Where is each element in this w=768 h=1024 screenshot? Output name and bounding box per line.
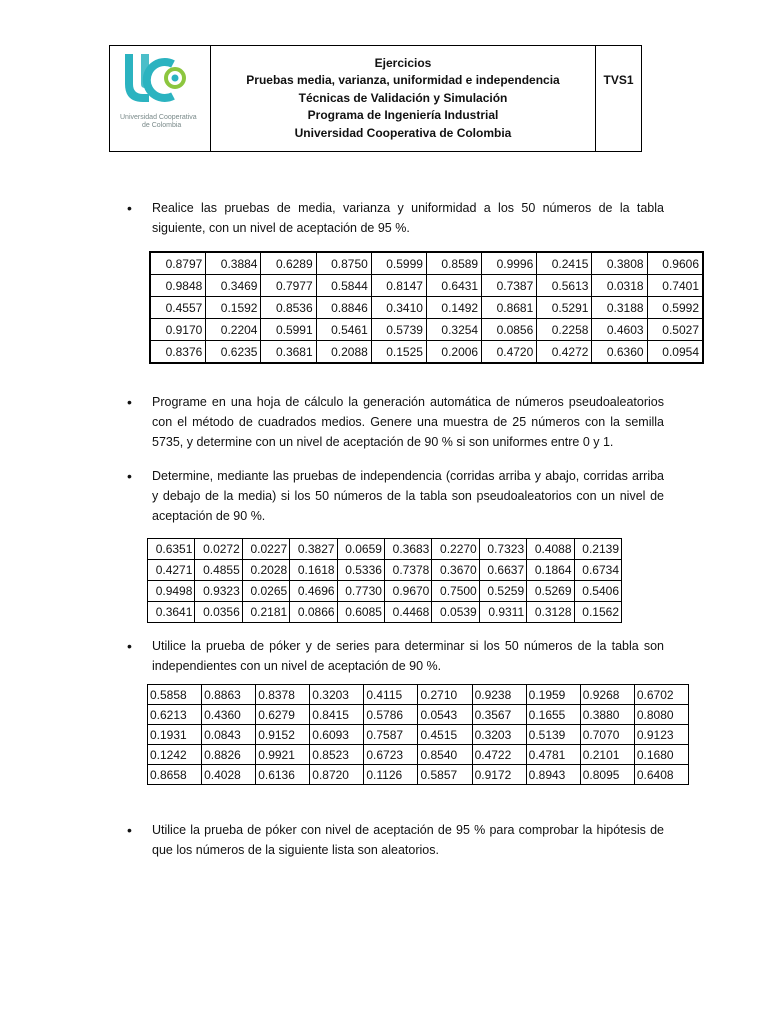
table-cell: 0.4603	[592, 319, 647, 341]
table-cell: 0.6723	[364, 745, 418, 765]
table-cell: 0.7378	[384, 560, 431, 581]
table-cell: 0.3808	[592, 252, 647, 275]
table-cell: 0.4272	[537, 341, 592, 364]
table-cell: 0.8589	[426, 252, 481, 275]
table-row	[150, 297, 703, 319]
table-cell: 0.5992	[647, 297, 703, 319]
table-cell: 0.8378	[256, 685, 310, 705]
table-cell: 0.0843	[202, 725, 256, 745]
table-row	[150, 275, 703, 297]
title-line: Universidad Cooperativa de Colombia	[294, 125, 512, 140]
table-cell: 0.6279	[256, 705, 310, 725]
table-cell: 0.3203	[472, 725, 526, 745]
exercise-4-text: Utilice la prueba de póker y de series para determinar si los 50 números de la tabla son independientes con un nivel de aceptación de 90 %.	[152, 639, 664, 673]
table-cell: 0.7587	[364, 725, 418, 745]
table-cell: 0.9268	[580, 685, 634, 705]
table-row	[150, 252, 703, 275]
table-cell: 0.8658	[148, 765, 202, 785]
table-cell: 0.4360	[202, 705, 256, 725]
table-cell: 0.8720	[310, 765, 364, 785]
title-line: Pruebas media, varianza, uniformidad e independencia	[246, 73, 560, 88]
table-cell: 0.8863	[202, 685, 256, 705]
table-cell: 0.5786	[364, 705, 418, 725]
table-cell: 0.3203	[310, 685, 364, 705]
table-cell: 0.6702	[634, 685, 688, 705]
table-cell: 0.9311	[479, 602, 526, 623]
table-cell: 0.6289	[261, 252, 316, 275]
table-cell: 0.0356	[195, 602, 242, 623]
title-line: Ejercicios	[374, 55, 432, 70]
table-cell: 0.2028	[242, 560, 289, 581]
table-cell: 0.8540	[418, 745, 472, 765]
table-cell: 0.4088	[527, 539, 574, 560]
table-cell: 0.8080	[634, 705, 688, 725]
table-cell: 0.1492	[426, 297, 481, 319]
table-cell: 0.1618	[290, 560, 337, 581]
table-cell: 0.5139	[526, 725, 580, 745]
logo-cell	[110, 46, 211, 151]
table-row	[148, 539, 622, 560]
table-cell: 0.4028	[202, 765, 256, 785]
table-cell: 0.2258	[537, 319, 592, 341]
table-cell: 0.5269	[527, 581, 574, 602]
table-cell: 0.9170	[150, 319, 206, 341]
table-cell: 0.2006	[426, 341, 481, 364]
table-cell: 0.6213	[148, 705, 202, 725]
numbers-table-1	[149, 251, 704, 364]
numbers-table-2	[147, 538, 622, 623]
table-cell: 0.8681	[482, 297, 537, 319]
table-cell: 0.2204	[206, 319, 261, 341]
table-cell: 0.8943	[526, 765, 580, 785]
table-cell: 0.1864	[527, 560, 574, 581]
table-cell: 0.6431	[426, 275, 481, 297]
table-cell: 0.7730	[337, 581, 384, 602]
table-cell: 0.6360	[592, 341, 647, 364]
exercise-1-text: Realice las pruebas de media, varianza y uniformidad a los 50 números de la tabla siguiente, con un nivel de aceptación de 95 %.	[152, 201, 664, 235]
bullet-icon: •	[127, 468, 132, 484]
table-cell: 0.4515	[418, 725, 472, 745]
table-cell: 0.0866	[290, 602, 337, 623]
table-cell: 0.9670	[384, 581, 431, 602]
table-row	[150, 341, 703, 364]
university-logo	[111, 48, 209, 118]
table-cell: 0.4720	[482, 341, 537, 364]
table-cell: 0.2270	[432, 539, 479, 560]
table-cell: 0.8846	[316, 297, 371, 319]
bullet-icon: •	[127, 822, 132, 838]
exercise-2-text: Programe en una hoja de cálculo la generación automática de números pseudoaleatorios con el método de cuadrados medios. Genere una muestra de 25 números con la semilla 5735, y determine con un nivel de aceptación de 90 % si son uniformes entre 0 y 1.	[152, 395, 664, 449]
table-cell: 0.6085	[337, 602, 384, 623]
table-cell: 0.3880	[580, 705, 634, 725]
table-cell: 0.2710	[418, 685, 472, 705]
table-cell: 0.1592	[206, 297, 261, 319]
table-cell: 0.5461	[316, 319, 371, 341]
table-cell: 0.0856	[482, 319, 537, 341]
table-cell: 0.3469	[206, 275, 261, 297]
table-cell: 0.9921	[256, 745, 310, 765]
table-cell: 0.0227	[242, 539, 289, 560]
table-cell: 0.4557	[150, 297, 206, 319]
document-header	[109, 45, 642, 152]
table-cell: 0.1525	[371, 341, 426, 364]
table-cell: 0.2181	[242, 602, 289, 623]
table-cell: 0.0659	[337, 539, 384, 560]
table-cell: 0.8797	[150, 252, 206, 275]
table-row	[150, 319, 703, 341]
table-row	[148, 560, 622, 581]
table-cell: 0.3188	[592, 297, 647, 319]
table-cell: 0.6093	[310, 725, 364, 745]
table-cell: 0.7387	[482, 275, 537, 297]
table-cell: 0.1562	[574, 602, 621, 623]
table-cell: 0.2415	[537, 252, 592, 275]
table-cell: 0.8376	[150, 341, 206, 364]
table-cell: 0.3681	[261, 341, 316, 364]
table-cell: 0.9152	[256, 725, 310, 745]
table-cell: 0.6136	[256, 765, 310, 785]
table-cell: 0.5613	[537, 275, 592, 297]
table-cell: 0.8826	[202, 745, 256, 765]
table-cell: 0.4781	[526, 745, 580, 765]
table-cell: 0.2101	[580, 745, 634, 765]
table-cell: 0.0543	[418, 705, 472, 725]
table-cell: 0.3670	[432, 560, 479, 581]
table-cell: 0.5858	[148, 685, 202, 705]
table-cell: 0.3128	[527, 602, 574, 623]
table-cell: 0.5991	[261, 319, 316, 341]
table-cell: 0.1655	[526, 705, 580, 725]
table-cell: 0.5336	[337, 560, 384, 581]
table-cell: 0.3567	[472, 705, 526, 725]
table-cell: 0.4271	[148, 560, 195, 581]
table-cell: 0.9996	[482, 252, 537, 275]
table-row	[148, 602, 622, 623]
table-row	[148, 685, 689, 705]
table-row	[148, 705, 689, 725]
table-cell: 0.5857	[418, 765, 472, 785]
table-row	[148, 745, 689, 765]
table-cell: 0.0265	[242, 581, 289, 602]
table-cell: 0.9172	[472, 765, 526, 785]
numbers-table-3	[147, 684, 689, 785]
table-cell: 0.7500	[432, 581, 479, 602]
exercise-5-text: Utilice la prueba de póker con nivel de aceptación de 95 % para comprobar la hipótesis de que los números de la siguiente lista son aleatorios.	[152, 823, 664, 857]
table-cell: 0.9323	[195, 581, 242, 602]
table-cell: 0.1126	[364, 765, 418, 785]
table-cell: 0.2088	[316, 341, 371, 364]
bullet-icon: •	[127, 638, 132, 654]
table-cell: 0.0954	[647, 341, 703, 364]
title-line: Técnicas de Validación y Simulación	[298, 90, 508, 105]
table-cell: 0.7323	[479, 539, 526, 560]
table-cell: 0.6408	[634, 765, 688, 785]
table-cell: 0.4696	[290, 581, 337, 602]
table-cell: 0.5259	[479, 581, 526, 602]
table-cell: 0.0318	[592, 275, 647, 297]
table-cell: 0.8523	[310, 745, 364, 765]
table-cell: 0.3641	[148, 602, 195, 623]
logo-wordmark: Universidad Cooperativa de Colombia	[120, 114, 197, 129]
header-title	[211, 46, 596, 151]
table-cell: 0.9123	[634, 725, 688, 745]
table-cell: 0.8536	[261, 297, 316, 319]
table-row	[148, 765, 689, 785]
table-cell: 0.8415	[310, 705, 364, 725]
table-row	[148, 581, 622, 602]
table-cell: 0.9498	[148, 581, 195, 602]
table-cell: 0.6637	[479, 560, 526, 581]
table-cell: 0.8750	[316, 252, 371, 275]
table-cell: 0.5406	[574, 581, 621, 602]
table-cell: 0.7401	[647, 275, 703, 297]
table-cell: 0.6351	[148, 539, 195, 560]
table-cell: 0.7070	[580, 725, 634, 745]
table-cell: 0.9238	[472, 685, 526, 705]
table-cell: 0.4115	[364, 685, 418, 705]
table-cell: 0.4468	[384, 602, 431, 623]
table-cell: 0.7977	[261, 275, 316, 297]
table-cell: 0.0272	[195, 539, 242, 560]
table-cell: 0.1931	[148, 725, 202, 745]
table-cell: 0.5027	[647, 319, 703, 341]
table-cell: 0.3254	[426, 319, 481, 341]
table-cell: 0.6734	[574, 560, 621, 581]
table-cell: 0.5291	[537, 297, 592, 319]
table-cell: 0.8147	[371, 275, 426, 297]
table-cell: 0.4722	[472, 745, 526, 765]
table-cell: 0.3884	[206, 252, 261, 275]
table-cell: 0.9606	[647, 252, 703, 275]
table-cell: 0.3410	[371, 297, 426, 319]
table-cell: 0.9848	[150, 275, 206, 297]
table-cell: 0.5844	[316, 275, 371, 297]
table-cell: 0.3827	[290, 539, 337, 560]
table-cell: 0.0539	[432, 602, 479, 623]
bullet-icon: •	[127, 200, 132, 216]
table-row	[148, 725, 689, 745]
table-cell: 0.2139	[574, 539, 621, 560]
table-cell: 0.1959	[526, 685, 580, 705]
table-cell: 0.3683	[384, 539, 431, 560]
table-cell: 0.8095	[580, 765, 634, 785]
table-cell: 0.6235	[206, 341, 261, 364]
bullet-icon: •	[127, 394, 132, 410]
exercise-3-text: Determine, mediante las pruebas de independencia (corridas arriba y abajo, corridas arriba y debajo de la media) si los 50 números de la tabla son pseudoaleatorios con un nivel de aceptación de 90 %.	[152, 469, 664, 523]
table-cell: 0.1242	[148, 745, 202, 765]
course-code: TVS1	[603, 73, 634, 87]
table-cell: 0.5999	[371, 252, 426, 275]
title-line: Programa de Ingeniería Industrial	[307, 108, 499, 123]
table-cell: 0.4855	[195, 560, 242, 581]
table-cell: 0.1680	[634, 745, 688, 765]
table-cell: 0.5739	[371, 319, 426, 341]
